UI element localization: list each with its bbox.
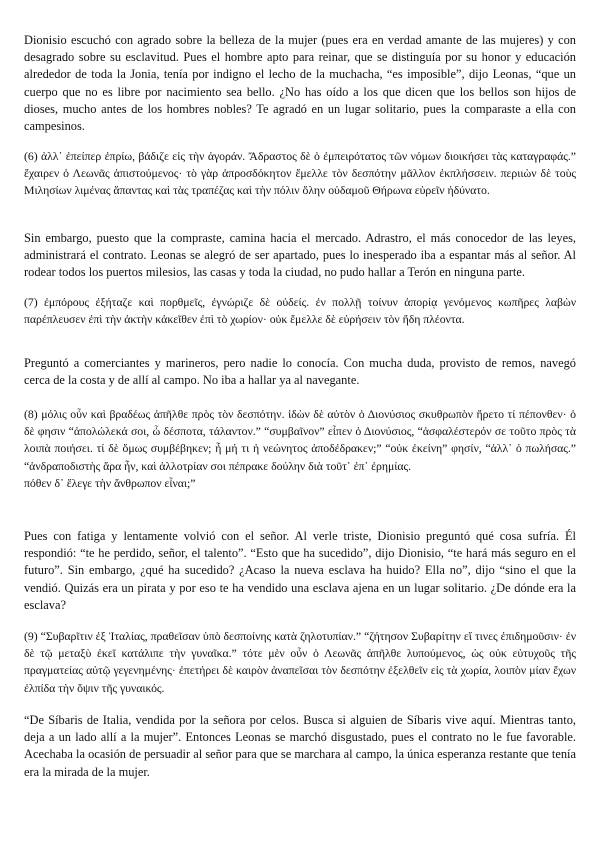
- greek-paragraph-8: [24, 406, 576, 492]
- spanish-paragraph-6: Sin embargo, puesto que la compraste, camina hacia el mercado. Adrastro, el más conocedor de las leyes, administrará el contrato. Leonas se alegró de ser apartado, pues lo inesperado iba a espantar más al señor. Al rodear todos los puertos milesios, las casas y toda la ciudad, no pudo hallar a Terón en ninguna parte.: [24, 231, 576, 280]
- greek-paragraph-8-last-line: πόθεν δ᾽ ἔλεγε τὴν ἄνθρωπον εἶναι;”: [24, 475, 196, 490]
- spanish-paragraph-1: Dionisio escuchó con agrado sobre la belleza de la mujer (pues era en verdad amante de las mujeres) y con desagrado sobre su esclavitud. Pues el hombre apto para reinar, que se distinguía por su honor y educación alrededor de toda la Jonia, tenía por indigno el lecho de la muchacha, “es imposible”, dijo Leonas, “que un cuerpo que no es libre por nacimiento sea bello. ¿No has oído a los que dicen que los bellos son hijos de dioses, mucho antes de los hombres nobles? Te agradó en un lugar solitario, pues la comparaste a ella con campesinos.: [24, 33, 576, 134]
- spanish-paragraph-8: Pues con fatiga y lentamente volvió con el señor. Al verle triste, Dionisio preguntó qué cosa sufría. Él respondió: “te he perdido, señor, el talento”. “Esto que ha sucedido”, dijo Dionisio, “te hará más seguro en el futuro”. Sin embargo, ¿qué ha sucedido? ¿Acaso la nueva esclava ha huido? Ella no”, dijo “sino el que la vendió. Quizás era un pirata y por eso te ha vendido una esclava ajena en un lugar solitario. ¿De dónde era la esclava?: [24, 529, 576, 612]
- greek-paragraph-9: (9) “Συβαρῖτιν ἐξ Ἰταλίας, πραθεῖσαν ὑπὸ δεσποίνης κατὰ ζηλοτυπίαν.” “ζήτησον Συβαρίτην εἴ τινες ἐπιδημοῦσιν· ἐν δὲ τῷ μεταξὺ ἐκεῖ κατάλιπε τὴν γυναῖκα.” τότε μὲν οὖν ὁ Λεωνᾶς ἀπῆλθε λυπούμενος, ὡς οὐκ εὐτυχοῦς τῆς πραγματείας αὐτῷ γεγενημένης· ἐπετήρει δὲ καιρὸν ἀναπεῖσαι τὸν δεσπότην ἐξελθεῖν εἰς τὰ χωρία, λοιπὸν μίαν ἔχων ἐλπίδα τὴν ὄψιν τῆς γυναικός.: [24, 629, 576, 695]
- greek-paragraph-7: (7) ἐμπόρους ἐξήταζε καὶ πορθμεῖς, ἐγνώριζε δὲ οὐδείς. ἐν πολλῇ τοίνυν ἀπορίᾳ γενόμενος κωπῆρες λαβὼν παρέπλευσεν ἐπὶ τὴν ἀκτὴν κἀκεῖθεν ἐπὶ τὸ χωρίον· οὐκ ἔμελλε δὲ εὑρήσειν τὸν ἤδη πλέοντα.: [24, 295, 576, 327]
- spanish-paragraph-9: “De Síbaris de Italia, vendida por la señora por celos. Busca si alguien de Síbaris vive aquí. Mientras tanto, deja a un lado allí a la mujer”. Entonces Leonas se marchó disgustado, pues el contrato no le fue favorable. Acechaba la ocasión de persuadir al señor para que se marchara al campo, la única esperanza restante que tenía era la mirada de la mujer.: [24, 713, 576, 779]
- spanish-paragraph-7: Preguntó a comerciantes y marineros, pero nadie lo conocía. Con mucha duda, provisto de remos, navegó cerca de la costa y de allí al campo. No iba a hallar ya al navegante.: [24, 356, 576, 388]
- greek-paragraph-8-body: (8) μόλις οὖν καὶ βραδέως ἀπῆλθε πρὸς τὸν δεσπότην. ἰδὼν δὲ αὐτὸν ὁ Διονύσιος σκυθρωπὸν ἤρετο τί πέπονθεν· ὁ δὲ φησιν “ἀπολώλεκά σοι, ὦ δέσποτα, τάλαντον.” “συμβαῖνον” εἶπεν ὁ Διονύσιος, “ἀσφαλέστερόν σε τοῦτο πρὸς τὰ λοιπὰ ποιήσει. τί δὲ ὅμως συμβέβηκεν; ἦ μή τι ἡ νεώνητος ἀποδέδρακεν;” “οὐκ ἐκείνη” φησίν, “ἀλλ᾽ ὁ πωλήσας.” “ἀνδραποδιστὴς ἄρα ἦν, καὶ ἀλλοτρίαν σοι πέπρακε δούλην διὰ τοῦτ᾽ ἐπ᾽ ἐρημίας.: [24, 407, 576, 473]
- greek-paragraph-6: (6) ἀλλ᾽ ἐπείπερ ἐπρίω, βάδιζε εἰς τὴν ἀγοράν. Ἄδραστος δὲ ὁ ἐμπειρότατος τῶν νόμων διοικήσει τὰς καταγραφάς.” ἔχαιρεν ὁ Λεωνᾶς ἀπιστούμενος· τὸ γὰρ ἀπροσδόκητον ἔμελλε τὸν δεσπότην μᾶλλον ἐκπλήσσειν. περιιὼν δὲ τοὺς Μιλησίων λιμένας ἅπαντας καὶ τὰς τραπέζας καὶ τὴν πόλιν ὅλην οὐδαμοῦ Θήρωνα εὑρεῖν ἠδύνατο.: [24, 149, 576, 198]
